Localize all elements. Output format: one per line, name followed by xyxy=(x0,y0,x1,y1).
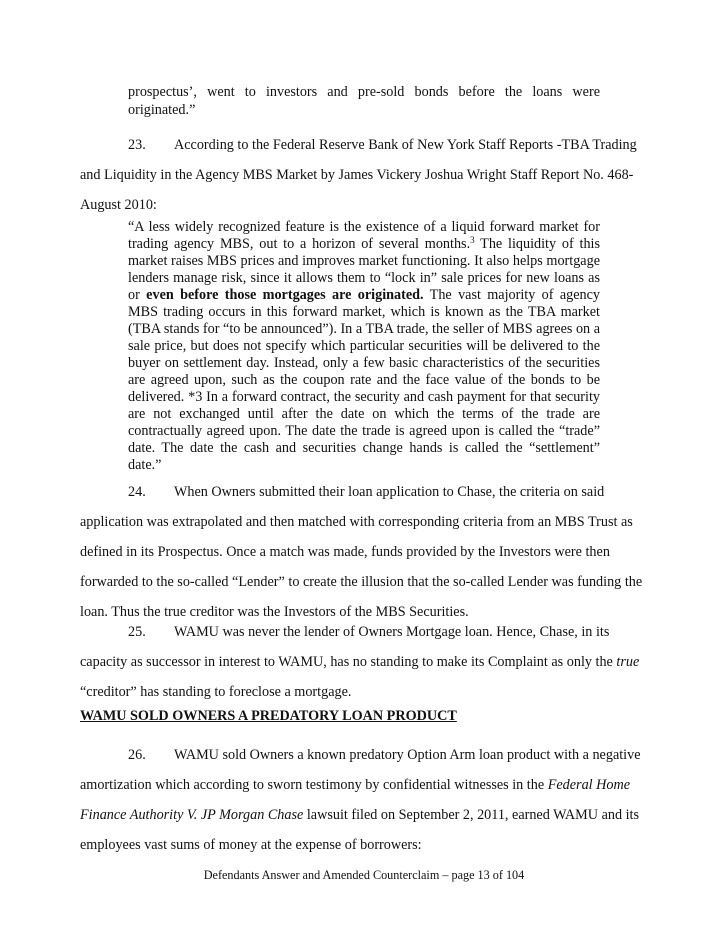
paragraph-26 xyxy=(80,740,646,860)
quote-text: “A less widely recognized feature is the existence of a liquid forward market for trading agency MBS, out to a horizon of several months. xyxy=(128,219,600,252)
paragraph-24 xyxy=(80,477,646,627)
paragraph-text: lawsuit filed on September 2, 2011, earned WAMU and its employees vast sums of money at the expense of borrowers: xyxy=(80,807,640,853)
paragraph-number: 24. xyxy=(128,484,146,500)
footnote-reference: 3 xyxy=(470,235,475,245)
paragraph-text: WAMU sold Owners a known predatory Option Arm loan product with a negative amortization which according to sworn testimony by confidential witnesses in the xyxy=(80,747,641,793)
section-heading: WAMU SOLD OWNERS A PREDATORY LOAN PRODUCT xyxy=(80,708,457,724)
paragraph-text: “creditor” has standing to foreclose a mortgage. xyxy=(80,684,352,700)
italic-text: true xyxy=(616,654,640,670)
block-quote xyxy=(128,219,600,474)
paragraph-text: When Owners submitted their loan application to Chase, the criteria on said application was extrapolated and then matched with corresponding criteria from an MBS Trust as defined in its Prospectus. Once a match was made, funds provided by the Investors were then forwarded to the so-called “Lender” to create the illusion that the so-called Lender was funding the loan. Thus the true creditor was the Investors of the MBS Securities. xyxy=(80,484,643,620)
quote-bold-text: even before those mortgages are originated. xyxy=(146,287,424,303)
case-name: Federal Home Finance Authority V. JP Morgan Chase xyxy=(80,777,631,823)
paragraph-number: 25. xyxy=(128,624,146,640)
page-footer: Defendants Answer and Amended Counterclaim – page 13 of 104 xyxy=(203,868,525,882)
quote-continuation: prospectus’, went to investors and pre-sold bonds before the loans were originated.” xyxy=(128,84,600,118)
paragraph-text: According to the Federal Reserve Bank of New York Staff Reports -TBA Trading and Liquidity in the Agency MBS Market by James Vickery Joshua Wright Staff Report No. 468-August 2010: xyxy=(80,137,637,213)
quote-text: The vast majority of agency MBS trading occurs in this forward market, which is known as the TBA market (TBA stands for “to be announced”). In a TBA trade, the seller of MBS agrees on a sale price, but does not specify which particular securities will be delivered to the buyer on settlement day. Instead, only a few basic characteristics of the securities are agreed upon, such as the coupon rate and the face value of the bonds to be delivered. *3 In a forward contract, the security and cash payment for that security are not exchanged until after the date on which the terms of the trade are contractually agreed upon. The date the trade is agreed upon is called the “trade” date. The date the cash and securities change hands is called the “settlement” date.” xyxy=(128,287,600,473)
paragraph-number: 26. xyxy=(128,747,146,763)
paragraph-text: WAMU was never the lender of Owners Mortgage loan. Hence, Chase, in its capacity as successor in interest to WAMU, has no standing to make its Complaint as only the xyxy=(80,624,617,670)
paragraph-23 xyxy=(80,130,646,220)
paragraph-25 xyxy=(80,617,646,707)
quote-text: The liquidity of this market raises MBS prices and improves market functioning. It also helps mortgage lenders manage risk, since it allows them to “lock in” sale prices for new loans as or xyxy=(128,236,600,303)
paragraph-number: 23. xyxy=(128,137,146,153)
